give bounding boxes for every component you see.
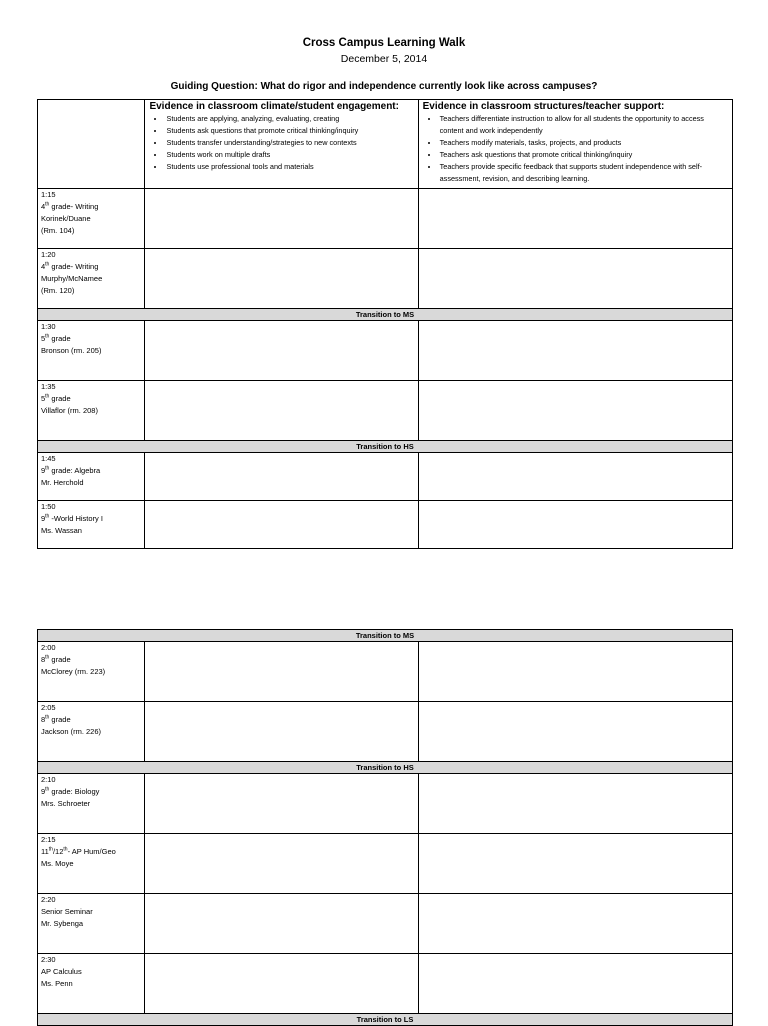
time-slot-cell [38, 894, 145, 954]
table-row [38, 642, 733, 702]
climate-evidence-cell[interactable] [145, 189, 418, 249]
list-item: • Teachers provide specific feedback that supports student independence with self-assessment, revision, and describing learning. [439, 161, 728, 185]
structures-evidence-cell[interactable] [418, 189, 732, 249]
list-item: • Students are applying, analyzing, evaluating, creating [165, 113, 413, 125]
slot-line: Ms. Moye [41, 859, 74, 868]
time-slot-cell [38, 834, 145, 894]
time-slot-cell [38, 453, 145, 501]
list-item: • Teachers differentiate instruction to allow for all students the opportunity to access content and work independently [439, 113, 728, 137]
climate-evidence-cell[interactable] [145, 501, 418, 549]
structures-evidence-cell[interactable] [418, 774, 732, 834]
slot-label [38, 702, 144, 738]
transition-label: Transition to MS [38, 630, 733, 642]
ordinal-suffix: th [45, 513, 50, 520]
slot-line: Ms. Wassan [41, 526, 82, 535]
transition-row [38, 441, 733, 453]
list-item: • Students work on multiple drafts [165, 149, 413, 161]
slot-line: 2:00 [41, 643, 56, 652]
page-title: Cross Campus Learning Walk [302, 37, 466, 49]
slot-label [38, 321, 144, 357]
list-item: • Students transfer understanding/strategies to new contexts [165, 137, 413, 149]
slot-line: Mrs. Schroeter [41, 799, 91, 808]
slot-line: 9th grade: Algebra [41, 465, 101, 475]
climate-evidence-cell[interactable] [145, 954, 418, 1014]
slot-line: 2:30 [41, 955, 56, 964]
slot-line: (Rm. 104) [41, 226, 75, 235]
ordinal-suffix: th [45, 393, 50, 400]
slot-line: 2:05 [41, 703, 56, 712]
transition-row [38, 309, 733, 321]
climate-evidence-cell[interactable] [145, 702, 418, 762]
slot-label [38, 249, 144, 297]
time-slot-cell [38, 774, 145, 834]
slot-line: Senior Seminar [41, 907, 93, 916]
table-row [38, 381, 733, 441]
table-row [38, 774, 733, 834]
transition-row [38, 630, 733, 642]
climate-evidence-header [145, 100, 418, 189]
slot-line: Korinek/Duane [41, 214, 91, 223]
time-slot-cell [38, 501, 145, 549]
table-row [38, 453, 733, 501]
slot-line: Mr. Herchold [41, 478, 84, 487]
slot-line: 8th grade [41, 654, 71, 664]
structures-evidence-cell[interactable] [418, 381, 732, 441]
slot-line: 1:35 [41, 382, 56, 391]
ordinal-suffix: th [48, 846, 53, 853]
slot-line: 4th grade- Writing [41, 201, 99, 211]
table-row [38, 702, 733, 762]
structures-evidence-header [418, 100, 732, 189]
header-blank-cell [38, 100, 145, 189]
slot-line: 2:10 [41, 775, 56, 784]
climate-evidence-cell[interactable] [145, 834, 418, 894]
structures-evidence-cell[interactable] [418, 894, 732, 954]
list-item: • Students ask questions that promote critical thinking/inquiry [165, 125, 413, 137]
table-row [38, 321, 733, 381]
slot-line: 8th grade [41, 714, 71, 724]
slot-line: 1:45 [41, 454, 56, 463]
structures-evidence-cell[interactable] [418, 702, 732, 762]
slot-label [38, 954, 144, 990]
table-row [38, 249, 733, 309]
list-item: • Teachers ask questions that promote critical thinking/inquiry [439, 149, 728, 161]
slot-line: 9th grade: Biology [41, 786, 100, 796]
climate-evidence-cell[interactable] [145, 894, 418, 954]
ordinal-suffix: th [45, 654, 50, 661]
slot-label [38, 453, 144, 489]
list-item: • Students use professional tools and materials [165, 161, 413, 173]
structures-evidence-cell[interactable] [418, 642, 732, 702]
slot-line: 4th grade- Writing [41, 261, 99, 271]
time-slot-cell [38, 702, 145, 762]
slot-line: 2:15 [41, 835, 56, 844]
list-item: • Teachers modify materials, tasks, projects, and products [439, 137, 728, 149]
ordinal-suffix: th [63, 846, 68, 853]
slot-label [38, 834, 144, 870]
header-row [38, 100, 733, 189]
slot-line: 1:30 [41, 322, 56, 331]
slot-label [38, 381, 144, 417]
climate-evidence-cell[interactable] [145, 453, 418, 501]
climate-bullet-list [145, 113, 417, 173]
ordinal-suffix: th [45, 465, 50, 472]
slot-label [38, 501, 144, 537]
learning-walk-table-1 [37, 99, 733, 549]
climate-evidence-cell[interactable] [145, 249, 418, 309]
slot-label [38, 642, 144, 678]
time-slot-cell [38, 249, 145, 309]
time-slot-cell [38, 642, 145, 702]
slot-line: 2:20 [41, 895, 56, 904]
slot-line: (Rm. 120) [41, 286, 75, 295]
time-slot-cell [38, 321, 145, 381]
structures-bullet-list [419, 113, 732, 186]
slot-line: 9th -World History I [41, 513, 103, 523]
time-slot-cell [38, 954, 145, 1014]
ordinal-suffix: th [45, 261, 50, 268]
climate-heading: Evidence in classroom climate/student engagement: [149, 101, 399, 112]
structures-evidence-cell[interactable] [418, 954, 732, 1014]
guiding-question: Guiding Question: What do rigor and independence currently look like across campuses? [170, 81, 598, 92]
ordinal-suffix: th [45, 786, 50, 793]
table-row [38, 894, 733, 954]
slot-line: Bronson (rm. 205) [41, 346, 102, 355]
slot-line: Mr. Sybenga [41, 919, 84, 928]
slot-line: Ms. Penn [41, 979, 73, 988]
ordinal-suffix: th [45, 201, 50, 208]
ordinal-suffix: th [45, 714, 50, 721]
table-row [38, 834, 733, 894]
climate-evidence-cell[interactable] [145, 774, 418, 834]
learning-walk-table-2 [37, 629, 733, 1026]
ordinal-suffix: th [45, 333, 50, 340]
slot-line: 5th grade [41, 333, 71, 343]
climate-evidence-cell[interactable] [145, 381, 418, 441]
structures-evidence-cell[interactable] [418, 501, 732, 549]
table-row [38, 954, 733, 1014]
structures-evidence-cell[interactable] [418, 453, 732, 501]
structures-heading: Evidence in classroom structures/teacher support: [422, 101, 665, 112]
structures-evidence-cell[interactable] [418, 834, 732, 894]
climate-evidence-cell[interactable] [145, 321, 418, 381]
slot-line: Murphy/McNamee [41, 274, 103, 283]
slot-line: Jackson (rm. 226) [41, 727, 102, 736]
table-row [38, 189, 733, 249]
slot-label [38, 189, 144, 237]
slot-line: AP Calculus [41, 967, 82, 976]
table-row [38, 501, 733, 549]
slot-line: 5th grade [41, 393, 71, 403]
transition-label: Transition to MS [38, 309, 733, 321]
slot-line: 1:15 [41, 190, 56, 199]
slot-label [38, 894, 144, 930]
transition-row [38, 762, 733, 774]
slot-line: 1:50 [41, 502, 56, 511]
slot-line: Villaflor (rm. 208) [41, 406, 98, 415]
slot-line: 11th/12th- AP Hum/Geo [41, 846, 116, 856]
time-slot-cell [38, 381, 145, 441]
page-date: December 5, 2014 [340, 53, 428, 65]
structures-evidence-cell[interactable] [418, 249, 732, 309]
slot-label [38, 774, 144, 810]
climate-evidence-cell[interactable] [145, 642, 418, 702]
slot-line: McClorey (rm. 223) [41, 667, 106, 676]
time-slot-cell [38, 189, 145, 249]
transition-label: Transition to LS [38, 1014, 733, 1026]
slot-line: 1:20 [41, 250, 56, 259]
transition-label: Transition to HS [38, 441, 733, 453]
transition-label: Transition to HS [38, 762, 733, 774]
structures-evidence-cell[interactable] [418, 321, 732, 381]
